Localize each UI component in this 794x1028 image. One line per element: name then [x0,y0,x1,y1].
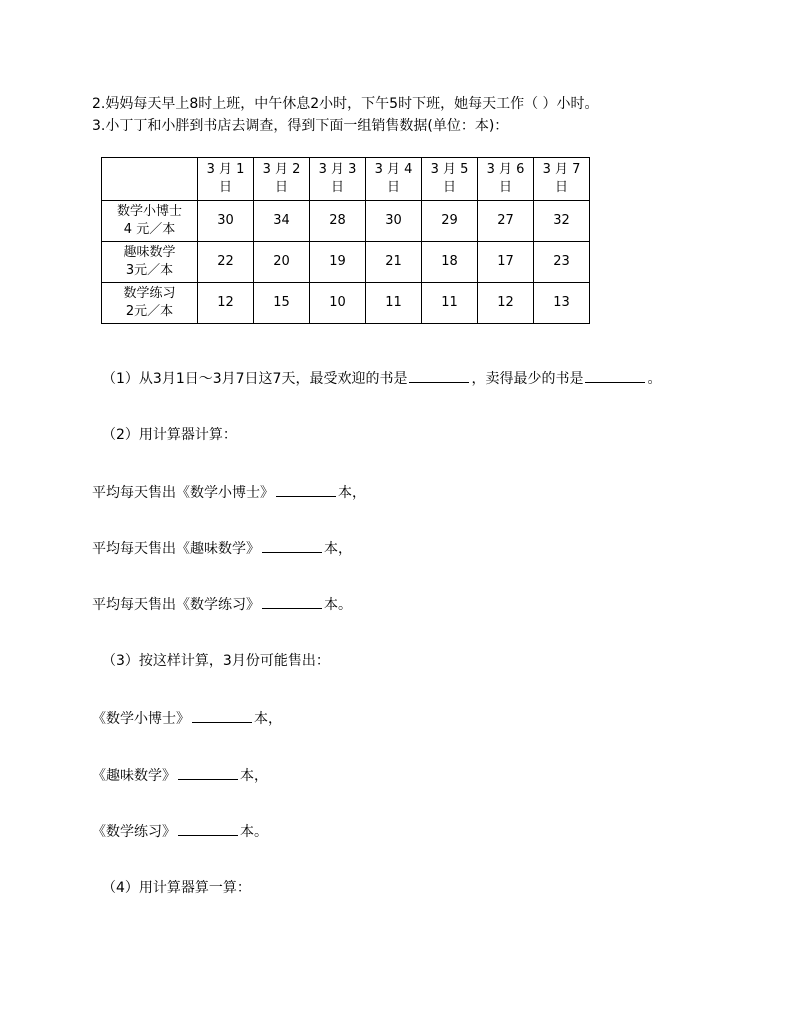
row-label-cell: 趣味数学 3元／本 [102,242,198,283]
table-cell: 20 [254,242,310,283]
table-row [102,283,590,324]
header-cell: 3 月 4 日 [366,158,422,201]
question-2: 2.妈妈每天早上8时上班，中午休息2小时，下午5时下班，她每天工作（ ）小时。 [92,96,599,112]
subquestion-2-item: 平均每天售出《趣味数学》 本， [92,538,352,559]
table-cell: 22 [198,242,254,283]
header-cell: 3 月 6 日 [478,158,534,201]
table-row [102,201,590,242]
table-cell: 12 [478,283,534,324]
subquestion-2-title: （2）用计算器计算： [102,427,237,443]
table-cell: 11 [366,283,422,324]
table-cell: 15 [254,283,310,324]
subquestion-4-title: （4）用计算器算一算： [102,880,251,896]
answer-blank[interactable] [178,821,238,836]
table-cell: 30 [198,201,254,242]
answer-blank[interactable] [409,368,469,383]
answer-blank[interactable] [262,538,322,553]
header-cell: 3 月 1 日 [198,158,254,201]
table-cell: 30 [366,201,422,242]
subquestion-3-item: 《趣味数学》 本， [92,765,268,786]
table-cell: 28 [310,201,366,242]
header-cell: 3 月 2 日 [254,158,310,201]
table-header-row [102,158,590,201]
subquestion-3-item: 《数学练习》 本。 [92,821,268,842]
table-cell: 12 [198,283,254,324]
table-corner-cell [102,158,198,201]
question-3-intro: 3.小丁丁和小胖到书店去调查，得到下面一组销售数据(单位：本)： [92,118,509,134]
header-cell: 3 月 5 日 [422,158,478,201]
table-cell: 11 [422,283,478,324]
table-cell: 19 [310,242,366,283]
answer-blank[interactable] [262,594,322,609]
subquestion-2-item: 平均每天售出《数学练习》 本。 [92,594,352,615]
row-label-cell: 数学小博士 4 元／本 [102,201,198,242]
subquestion-1: （1）从3月1日～3月7日这7天，最受欢迎的书是 ，卖得最少的书是 。 [102,368,661,389]
table-cell: 17 [478,242,534,283]
table-cell: 10 [310,283,366,324]
answer-blank[interactable] [276,482,336,497]
subquestion-3-title: （3）按这样计算，3月份可能售出： [102,653,330,669]
table-cell: 13 [534,283,590,324]
table-cell: 32 [534,201,590,242]
table-cell: 18 [422,242,478,283]
header-cell: 3 月 7 日 [534,158,590,201]
header-cell: 3 月 3 日 [310,158,366,201]
table-row [102,242,590,283]
sales-table [101,157,590,324]
table-cell: 29 [422,201,478,242]
subquestion-2-item: 平均每天售出《数学小博士》 本， [92,482,366,503]
row-label-cell: 数学练习 2元／本 [102,283,198,324]
table-cell: 34 [254,201,310,242]
table-cell: 23 [534,242,590,283]
subquestion-3-item: 《数学小博士》 本， [92,708,282,729]
table-cell: 21 [366,242,422,283]
table-cell: 27 [478,201,534,242]
answer-blank[interactable] [192,708,252,723]
answer-blank[interactable] [585,368,645,383]
answer-blank[interactable] [178,765,238,780]
